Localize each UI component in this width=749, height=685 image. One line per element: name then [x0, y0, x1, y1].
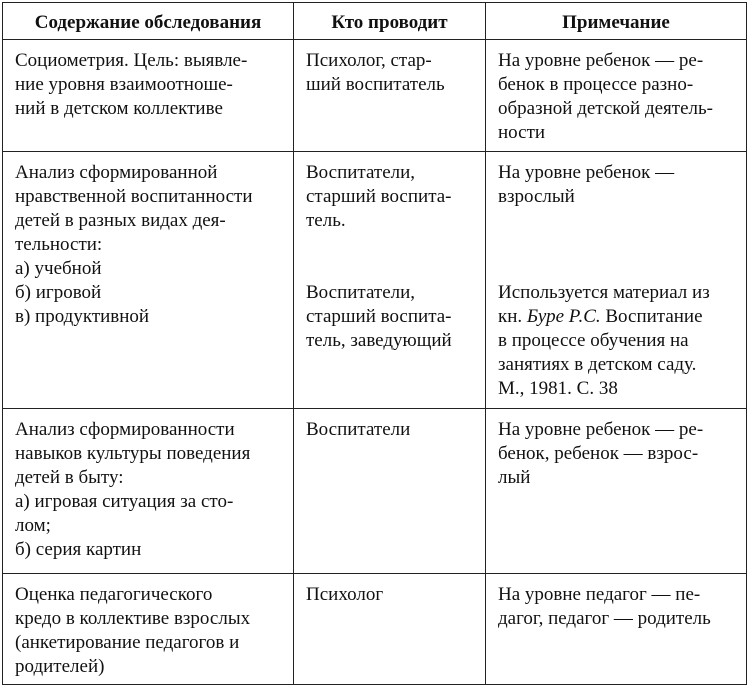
text-line: навыков культуры поведения — [15, 443, 251, 464]
text-line: родителей) — [15, 656, 105, 677]
text-line: Оценка педагогического — [15, 584, 213, 605]
who-cell — [294, 409, 486, 574]
spacer — [306, 257, 479, 281]
survey-table — [2, 2, 747, 685]
text-line: бенок, ребенок — взрос- — [498, 443, 699, 464]
text-line: ший воспитатель — [306, 74, 445, 95]
text-line: кредо в коллективе взрослых — [15, 608, 251, 629]
content-cell — [3, 409, 294, 574]
text-fragment: кн. — [498, 306, 527, 327]
text-line: На уровне ребенок — ре- — [498, 50, 704, 71]
text-line: б) серия картин — [15, 539, 142, 560]
text-line: Используется материал из — [498, 282, 710, 303]
text-line: дагог, педагог — родитель — [498, 608, 711, 629]
header-note: Примечание — [486, 3, 747, 40]
table-row — [3, 574, 747, 685]
text-line: старший воспита- — [306, 186, 452, 207]
text-line: детей в разных видах дея- — [15, 210, 226, 231]
header-content: Содержание обследования — [3, 3, 294, 40]
text-line: На уровне педагог — пе- — [498, 584, 701, 605]
content-cell — [3, 152, 294, 409]
text-line: нравственной воспитанности — [15, 186, 253, 207]
table-row — [3, 152, 747, 409]
text-line: занятиях в детском саду. — [498, 354, 697, 375]
text-line — [498, 305, 740, 329]
who-cell — [294, 40, 486, 152]
text-line: тель. — [306, 210, 346, 231]
text-line: тельности: — [15, 234, 103, 255]
text-line: образной детской деятель- — [498, 98, 713, 119]
text-line: Социометрия. Цель: выявле- — [15, 50, 248, 71]
text-line: Анализ сформированной — [15, 162, 218, 183]
text-line: лом; — [15, 515, 51, 536]
spacer — [306, 233, 479, 257]
text-line: лый — [498, 467, 531, 488]
text-line: М., 1981. С. 38 — [498, 378, 618, 399]
text-line: Анализ сформированности — [15, 419, 235, 440]
text-line: ние уровня взаимоотноше- — [15, 74, 233, 95]
text-line: Воспитатели, — [306, 282, 416, 303]
table-row — [3, 40, 747, 152]
text-line: б) игровой — [15, 282, 102, 303]
spacer — [498, 209, 740, 233]
text-line: На уровне ребенок — — [498, 162, 675, 183]
note-cell — [486, 409, 747, 574]
spacer — [498, 233, 740, 257]
who-cell — [294, 574, 486, 685]
text-line: взрослый — [498, 186, 575, 207]
text-line: Воспитатели — [306, 419, 411, 440]
who-cell — [294, 152, 486, 409]
header-row — [3, 3, 747, 40]
note-cell — [486, 574, 747, 685]
text-line: ний в детском коллективе — [15, 98, 223, 119]
text-line: в процессе обучения на — [498, 330, 689, 351]
content-cell — [3, 574, 294, 685]
text-line: Психолог — [306, 584, 384, 605]
spacer — [498, 257, 740, 281]
text-line: бенок в процессе разно- — [498, 74, 694, 95]
text-line: ности — [498, 122, 546, 143]
text-line: а) учебной — [15, 258, 102, 279]
note-cell — [486, 40, 747, 152]
note-cell — [486, 152, 747, 409]
book-author: Буре Р.С. — [526, 306, 601, 327]
content-cell — [3, 40, 294, 152]
text-line: а) игровая ситуация за сто- — [15, 491, 234, 512]
text-line: Воспитатели, — [306, 162, 416, 183]
text-line: Психолог, стар- — [306, 50, 432, 71]
header-who: Кто проводит — [294, 3, 486, 40]
text-fragment: Воспитание — [600, 306, 703, 327]
text-line: На уровне ребенок — ре- — [498, 419, 704, 440]
text-line: (анкетирование педагогов и — [15, 632, 240, 653]
text-line: старший воспита- — [306, 306, 452, 327]
table-row — [3, 409, 747, 574]
text-line: детей в быту: — [15, 467, 124, 488]
text-line: тель, заведующий — [306, 330, 452, 351]
text-line: в) продуктивной — [15, 306, 150, 327]
